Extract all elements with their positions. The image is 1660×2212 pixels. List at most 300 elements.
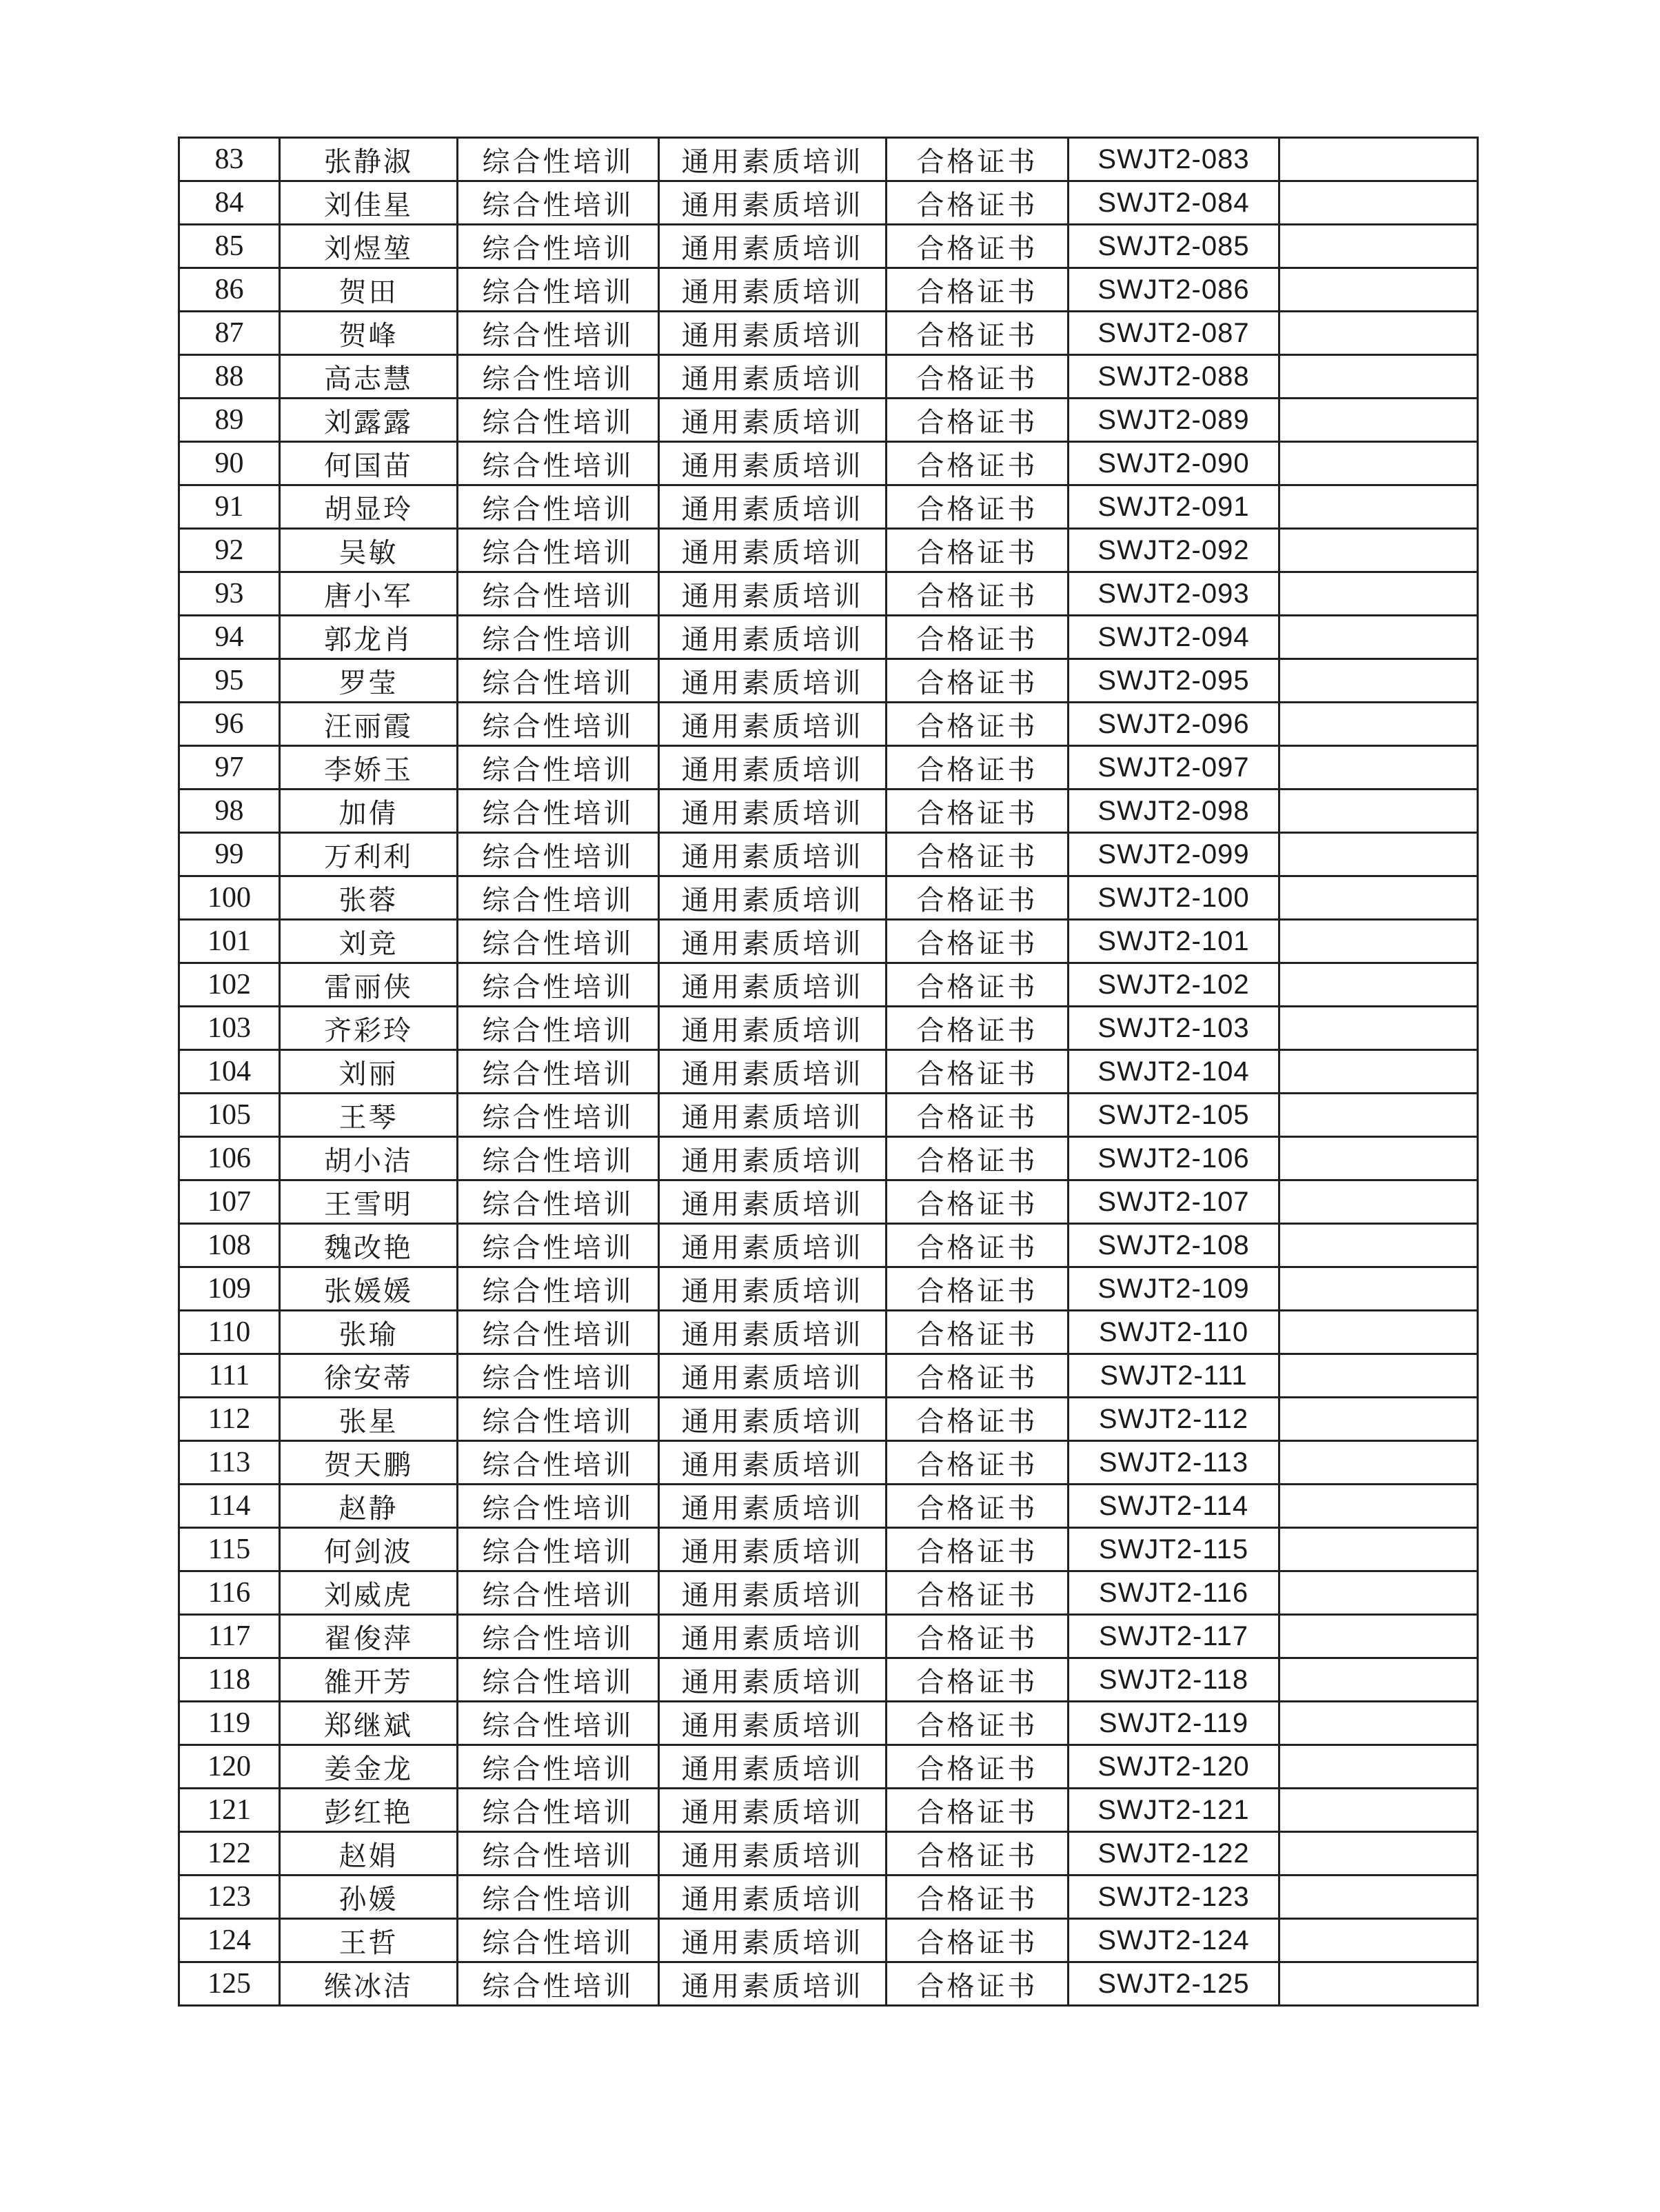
certificate-number: SWJT2-112 (1069, 1398, 1279, 1441)
table-row (179, 181, 1478, 225)
trainee-name: 魏改艳 (280, 1224, 458, 1267)
remark-cell (1279, 1224, 1478, 1267)
certificate-type: 合格证书 (887, 1180, 1069, 1224)
training-content: 通用素质培训 (659, 746, 887, 790)
row-number: 117 (179, 1615, 280, 1658)
table-row (179, 485, 1478, 529)
row-number: 85 (179, 225, 280, 268)
trainee-name: 吴敏 (280, 529, 458, 572)
table-row (179, 225, 1478, 268)
row-number: 124 (179, 1919, 280, 1962)
training-content: 通用素质培训 (659, 268, 887, 312)
training-content: 通用素质培训 (659, 1137, 887, 1180)
table-row (179, 399, 1478, 442)
training-content: 通用素质培训 (659, 1485, 887, 1528)
trainee-name: 张静淑 (280, 138, 458, 181)
table-row (179, 1919, 1478, 1962)
trainee-name: 雷丽侠 (280, 963, 458, 1007)
certificate-number: SWJT2-083 (1069, 138, 1279, 181)
training-type: 综合性培训 (458, 312, 659, 355)
training-content: 通用素质培训 (659, 1354, 887, 1398)
training-type: 综合性培训 (458, 1354, 659, 1398)
certificate-type: 合格证书 (887, 1919, 1069, 1962)
certificate-number: SWJT2-085 (1069, 225, 1279, 268)
certificate-type: 合格证书 (887, 920, 1069, 963)
table-row (179, 1571, 1478, 1615)
training-content: 通用素质培训 (659, 1050, 887, 1094)
table-row (179, 1615, 1478, 1658)
training-content: 通用素质培训 (659, 1007, 887, 1050)
certificate-number: SWJT2-093 (1069, 572, 1279, 616)
remark-cell (1279, 1658, 1478, 1702)
training-type: 综合性培训 (458, 1398, 659, 1441)
training-type: 综合性培训 (458, 1571, 659, 1615)
table-row (179, 1094, 1478, 1137)
trainee-name: 郑继斌 (280, 1702, 458, 1745)
trainee-name: 李娇玉 (280, 746, 458, 790)
training-type: 综合性培训 (458, 1615, 659, 1658)
certificate-type: 合格证书 (887, 399, 1069, 442)
certificate-number: SWJT2-088 (1069, 355, 1279, 399)
row-number: 116 (179, 1571, 280, 1615)
trainee-name: 雒开芳 (280, 1658, 458, 1702)
training-type: 综合性培训 (458, 1094, 659, 1137)
trainee-name: 孙媛 (280, 1876, 458, 1919)
trainee-name: 刘丽 (280, 1050, 458, 1094)
certificate-number: SWJT2-094 (1069, 616, 1279, 659)
certificate-number: SWJT2-107 (1069, 1180, 1279, 1224)
training-content: 通用素质培训 (659, 1441, 887, 1485)
certificate-number: SWJT2-111 (1069, 1354, 1279, 1398)
certificate-number: SWJT2-103 (1069, 1007, 1279, 1050)
certificate-number: SWJT2-087 (1069, 312, 1279, 355)
row-number: 112 (179, 1398, 280, 1441)
training-content: 通用素质培训 (659, 572, 887, 616)
trainee-name: 贺田 (280, 268, 458, 312)
trainee-name: 罗莹 (280, 659, 458, 703)
certificate-type: 合格证书 (887, 703, 1069, 746)
training-type: 综合性培训 (458, 920, 659, 963)
training-content: 通用素质培训 (659, 1224, 887, 1267)
certificate-type: 合格证书 (887, 1485, 1069, 1528)
table-row (179, 355, 1478, 399)
certificate-type: 合格证书 (887, 790, 1069, 833)
row-number: 101 (179, 920, 280, 963)
remark-cell (1279, 1050, 1478, 1094)
training-content: 通用素质培训 (659, 138, 887, 181)
training-content: 通用素质培训 (659, 1832, 887, 1876)
remark-cell (1279, 225, 1478, 268)
remark-cell (1279, 268, 1478, 312)
training-type: 综合性培训 (458, 1789, 659, 1832)
training-type: 综合性培训 (458, 1876, 659, 1919)
certificate-number: SWJT2-108 (1069, 1224, 1279, 1267)
remark-cell (1279, 876, 1478, 920)
trainee-name: 翟俊萍 (280, 1615, 458, 1658)
certificate-type: 合格证书 (887, 225, 1069, 268)
remark-cell (1279, 485, 1478, 529)
remark-cell (1279, 659, 1478, 703)
remark-cell (1279, 399, 1478, 442)
certificate-type: 合格证书 (887, 1962, 1069, 2006)
certificate-type: 合格证书 (887, 442, 1069, 485)
training-content: 通用素质培训 (659, 355, 887, 399)
table-row (179, 1398, 1478, 1441)
remark-cell (1279, 1962, 1478, 2006)
table-row (179, 1224, 1478, 1267)
training-content: 通用素质培训 (659, 1311, 887, 1354)
training-type: 综合性培训 (458, 138, 659, 181)
certificate-type: 合格证书 (887, 1876, 1069, 1919)
training-type: 综合性培训 (458, 1267, 659, 1311)
table-row (179, 572, 1478, 616)
remark-cell (1279, 1832, 1478, 1876)
training-type: 综合性培训 (458, 746, 659, 790)
certificate-type: 合格证书 (887, 1354, 1069, 1398)
trainee-name: 王琴 (280, 1094, 458, 1137)
certificate-number: SWJT2-114 (1069, 1485, 1279, 1528)
certificate-type: 合格证书 (887, 181, 1069, 225)
trainee-name: 王哲 (280, 1919, 458, 1962)
trainee-name: 刘佳星 (280, 181, 458, 225)
remark-cell (1279, 1528, 1478, 1571)
training-type: 综合性培训 (458, 268, 659, 312)
training-type: 综合性培训 (458, 1180, 659, 1224)
row-number: 120 (179, 1745, 280, 1789)
training-type: 综合性培训 (458, 355, 659, 399)
remark-cell (1279, 181, 1478, 225)
table-row (179, 1485, 1478, 1528)
remark-cell (1279, 746, 1478, 790)
trainee-name: 齐彩玲 (280, 1007, 458, 1050)
training-content: 通用素质培训 (659, 833, 887, 876)
table-row (179, 1311, 1478, 1354)
training-content: 通用素质培训 (659, 876, 887, 920)
table-row (179, 268, 1478, 312)
training-type: 综合性培训 (458, 1919, 659, 1962)
trainee-name: 赵静 (280, 1485, 458, 1528)
certificate-number: SWJT2-121 (1069, 1789, 1279, 1832)
certificate-number: SWJT2-118 (1069, 1658, 1279, 1702)
certificate-number: SWJT2-109 (1069, 1267, 1279, 1311)
table-row (179, 529, 1478, 572)
trainee-name: 高志慧 (280, 355, 458, 399)
certificate-type: 合格证书 (887, 355, 1069, 399)
row-number: 105 (179, 1094, 280, 1137)
table-row (179, 312, 1478, 355)
trainee-name: 郭龙肖 (280, 616, 458, 659)
training-content: 通用素质培训 (659, 312, 887, 355)
remark-cell (1279, 1354, 1478, 1398)
remark-cell (1279, 1007, 1478, 1050)
remark-cell (1279, 1702, 1478, 1745)
trainee-name: 徐安蒂 (280, 1354, 458, 1398)
certificate-number: SWJT2-084 (1069, 181, 1279, 225)
certificate-type: 合格证书 (887, 1702, 1069, 1745)
certificate-number: SWJT2-102 (1069, 963, 1279, 1007)
row-number: 84 (179, 181, 280, 225)
certificate-number: SWJT2-098 (1069, 790, 1279, 833)
certificate-type: 合格证书 (887, 1571, 1069, 1615)
table-row (179, 876, 1478, 920)
certificate-number: SWJT2-099 (1069, 833, 1279, 876)
trainee-name: 姜金龙 (280, 1745, 458, 1789)
remark-cell (1279, 312, 1478, 355)
trainee-name: 赵娟 (280, 1832, 458, 1876)
certificate-type: 合格证书 (887, 1137, 1069, 1180)
training-type: 综合性培训 (458, 399, 659, 442)
remark-cell (1279, 1267, 1478, 1311)
trainee-name: 刘竞 (280, 920, 458, 963)
training-content: 通用素质培训 (659, 442, 887, 485)
training-content: 通用素质培训 (659, 1789, 887, 1832)
training-content: 通用素质培训 (659, 1702, 887, 1745)
row-number: 94 (179, 616, 280, 659)
training-type: 综合性培训 (458, 703, 659, 746)
row-number: 100 (179, 876, 280, 920)
table-row (179, 1789, 1478, 1832)
row-number: 96 (179, 703, 280, 746)
remark-cell (1279, 529, 1478, 572)
certificate-number: SWJT2-101 (1069, 920, 1279, 963)
certificate-type: 合格证书 (887, 572, 1069, 616)
certificate-number: SWJT2-120 (1069, 1745, 1279, 1789)
row-number: 107 (179, 1180, 280, 1224)
row-number: 122 (179, 1832, 280, 1876)
trainee-name: 王雪明 (280, 1180, 458, 1224)
table-row (179, 659, 1478, 703)
row-number: 103 (179, 1007, 280, 1050)
trainee-name: 唐小军 (280, 572, 458, 616)
trainee-name: 刘威虎 (280, 1571, 458, 1615)
training-type: 综合性培训 (458, 1441, 659, 1485)
row-number: 113 (179, 1441, 280, 1485)
row-number: 99 (179, 833, 280, 876)
certificate-type: 合格证书 (887, 1832, 1069, 1876)
training-type: 综合性培训 (458, 1745, 659, 1789)
certificate-type: 合格证书 (887, 616, 1069, 659)
row-number: 109 (179, 1267, 280, 1311)
row-number: 90 (179, 442, 280, 485)
certificate-type: 合格证书 (887, 1094, 1069, 1137)
training-type: 综合性培训 (458, 442, 659, 485)
trainee-name: 缑冰洁 (280, 1962, 458, 2006)
certificate-number: SWJT2-119 (1069, 1702, 1279, 1745)
certificate-number: SWJT2-123 (1069, 1876, 1279, 1919)
certificate-type: 合格证书 (887, 485, 1069, 529)
training-type: 综合性培训 (458, 1007, 659, 1050)
training-type: 综合性培训 (458, 181, 659, 225)
training-type: 综合性培训 (458, 876, 659, 920)
trainee-name: 张媛媛 (280, 1267, 458, 1311)
training-content: 通用素质培训 (659, 529, 887, 572)
training-type: 综合性培训 (458, 1962, 659, 2006)
table-row (179, 1354, 1478, 1398)
certificate-number: SWJT2-117 (1069, 1615, 1279, 1658)
certificate-type: 合格证书 (887, 1311, 1069, 1354)
training-type: 综合性培训 (458, 1224, 659, 1267)
row-number: 86 (179, 268, 280, 312)
certificate-number: SWJT2-124 (1069, 1919, 1279, 1962)
table-row (179, 1441, 1478, 1485)
certificate-type: 合格证书 (887, 1267, 1069, 1311)
table-row (179, 833, 1478, 876)
row-number: 91 (179, 485, 280, 529)
row-number: 125 (179, 1962, 280, 2006)
training-content: 通用素质培训 (659, 963, 887, 1007)
training-type: 综合性培训 (458, 529, 659, 572)
table-row (179, 1180, 1478, 1224)
certificate-type: 合格证书 (887, 1007, 1069, 1050)
certificate-type: 合格证书 (887, 529, 1069, 572)
certificate-number: SWJT2-089 (1069, 399, 1279, 442)
remark-cell (1279, 833, 1478, 876)
training-content: 通用素质培训 (659, 399, 887, 442)
table-row (179, 920, 1478, 963)
training-content: 通用素质培训 (659, 920, 887, 963)
row-number: 95 (179, 659, 280, 703)
certificate-number: SWJT2-105 (1069, 1094, 1279, 1137)
remark-cell (1279, 703, 1478, 746)
training-content: 通用素质培训 (659, 1745, 887, 1789)
certificate-type: 合格证书 (887, 659, 1069, 703)
training-content: 通用素质培训 (659, 1571, 887, 1615)
certificate-number: SWJT2-110 (1069, 1311, 1279, 1354)
table-row (179, 963, 1478, 1007)
training-type: 综合性培训 (458, 1702, 659, 1745)
table-row (179, 1702, 1478, 1745)
certificate-number: SWJT2-095 (1069, 659, 1279, 703)
certificate-number: SWJT2-086 (1069, 268, 1279, 312)
certificate-number: SWJT2-096 (1069, 703, 1279, 746)
training-type: 综合性培训 (458, 485, 659, 529)
remark-cell (1279, 572, 1478, 616)
row-number: 111 (179, 1354, 280, 1398)
row-number: 121 (179, 1789, 280, 1832)
training-type: 综合性培训 (458, 616, 659, 659)
trainee-name: 刘露露 (280, 399, 458, 442)
training-type: 综合性培训 (458, 963, 659, 1007)
certificate-number: SWJT2-090 (1069, 442, 1279, 485)
training-type: 综合性培训 (458, 1311, 659, 1354)
trainee-name: 张瑜 (280, 1311, 458, 1354)
row-number: 118 (179, 1658, 280, 1702)
training-content: 通用素质培训 (659, 181, 887, 225)
certificate-number: SWJT2-116 (1069, 1571, 1279, 1615)
trainee-name: 张星 (280, 1398, 458, 1441)
table-row (179, 1137, 1478, 1180)
certificate-type: 合格证书 (887, 963, 1069, 1007)
trainee-name: 贺天鹏 (280, 1441, 458, 1485)
trainee-name: 万利利 (280, 833, 458, 876)
certificate-type: 合格证书 (887, 1658, 1069, 1702)
row-number: 89 (179, 399, 280, 442)
table-row (179, 1876, 1478, 1919)
trainee-name: 汪丽霞 (280, 703, 458, 746)
training-type: 综合性培训 (458, 1658, 659, 1702)
row-number: 114 (179, 1485, 280, 1528)
training-type: 综合性培训 (458, 659, 659, 703)
table-row (179, 1658, 1478, 1702)
training-type: 综合性培训 (458, 1050, 659, 1094)
roster-table-body (179, 138, 1478, 2006)
table-row (179, 746, 1478, 790)
remark-cell (1279, 1615, 1478, 1658)
training-content: 通用素质培训 (659, 790, 887, 833)
training-content: 通用素质培训 (659, 1876, 887, 1919)
training-content: 通用素质培训 (659, 659, 887, 703)
certificate-type: 合格证书 (887, 876, 1069, 920)
training-content: 通用素质培训 (659, 1658, 887, 1702)
certificate-number: SWJT2-106 (1069, 1137, 1279, 1180)
remark-cell (1279, 1398, 1478, 1441)
certificate-type: 合格证书 (887, 1050, 1069, 1094)
certificate-number: SWJT2-113 (1069, 1441, 1279, 1485)
training-content: 通用素质培训 (659, 1267, 887, 1311)
row-number: 88 (179, 355, 280, 399)
training-content: 通用素质培训 (659, 1180, 887, 1224)
certificate-type: 合格证书 (887, 746, 1069, 790)
trainee-name: 张蓉 (280, 876, 458, 920)
remark-cell (1279, 790, 1478, 833)
row-number: 110 (179, 1311, 280, 1354)
certificate-number: SWJT2-091 (1069, 485, 1279, 529)
certificate-type: 合格证书 (887, 312, 1069, 355)
table-row (179, 442, 1478, 485)
row-number: 119 (179, 1702, 280, 1745)
remark-cell (1279, 1571, 1478, 1615)
remark-cell (1279, 138, 1478, 181)
table-row (179, 1832, 1478, 1876)
row-number: 98 (179, 790, 280, 833)
table-row (179, 703, 1478, 746)
training-content: 通用素质培训 (659, 616, 887, 659)
table-row (179, 1745, 1478, 1789)
trainee-name: 贺峰 (280, 312, 458, 355)
roster-table (178, 137, 1479, 2007)
remark-cell (1279, 963, 1478, 1007)
table-row (179, 1267, 1478, 1311)
certificate-number: SWJT2-115 (1069, 1528, 1279, 1571)
table-row (179, 1528, 1478, 1571)
row-number: 104 (179, 1050, 280, 1094)
trainee-name: 胡显玲 (280, 485, 458, 529)
training-type: 综合性培训 (458, 1485, 659, 1528)
certificate-type: 合格证书 (887, 1615, 1069, 1658)
training-content: 通用素质培训 (659, 1398, 887, 1441)
training-content: 通用素质培训 (659, 1615, 887, 1658)
remark-cell (1279, 920, 1478, 963)
certificate-type: 合格证书 (887, 1224, 1069, 1267)
remark-cell (1279, 616, 1478, 659)
table-row (179, 790, 1478, 833)
remark-cell (1279, 355, 1478, 399)
row-number: 93 (179, 572, 280, 616)
remark-cell (1279, 1094, 1478, 1137)
row-number: 108 (179, 1224, 280, 1267)
row-number: 92 (179, 529, 280, 572)
certificate-number: SWJT2-100 (1069, 876, 1279, 920)
certificate-number: SWJT2-097 (1069, 746, 1279, 790)
certificate-type: 合格证书 (887, 1528, 1069, 1571)
remark-cell (1279, 1876, 1478, 1919)
trainee-name: 刘煜堃 (280, 225, 458, 268)
remark-cell (1279, 442, 1478, 485)
training-type: 综合性培训 (458, 225, 659, 268)
training-type: 综合性培训 (458, 790, 659, 833)
row-number: 115 (179, 1528, 280, 1571)
training-type: 综合性培训 (458, 1832, 659, 1876)
